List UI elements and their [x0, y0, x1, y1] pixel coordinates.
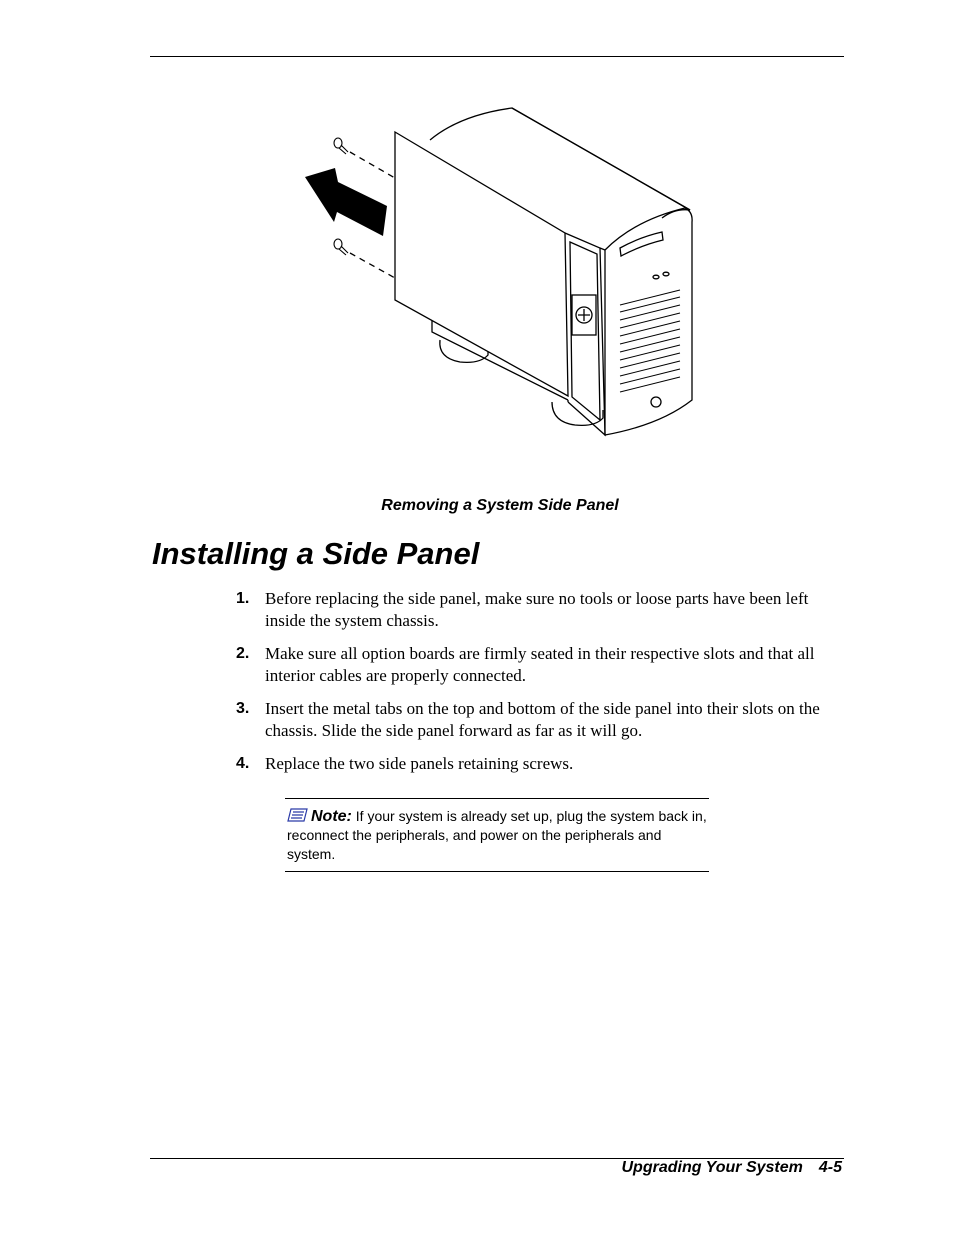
page-footer	[622, 1159, 843, 1177]
footer-chapter: Upgrading Your System	[621, 1159, 803, 1176]
note-box	[285, 798, 709, 872]
step-number: 3.	[236, 700, 250, 717]
step-text: Make sure all option boards are firmly seated in their respective slots and that all interior cables are properly connected.	[265, 644, 815, 685]
step-text: Before replacing the side panel, make sure no tools or loose parts have been left inside the system chassis.	[265, 589, 809, 630]
section-heading: Installing a Side Panel	[152, 536, 480, 571]
page-number: 4-5	[818, 1159, 842, 1176]
step-number: 4.	[236, 755, 250, 772]
note-text: If your system is already set up, plug the system back in, reconnect the peripherals, and power on the peripherals and system.	[287, 808, 707, 862]
step-text: Insert the metal tabs on the top and bottom of the side panel into their slots on the chassis. Slide the side panel forward as far as it will go.	[265, 699, 820, 740]
step-item	[236, 698, 841, 742]
step-item	[236, 588, 841, 632]
step-list	[236, 588, 841, 786]
step-text: Replace the two side panels retaining screws.	[265, 754, 574, 773]
note-pad-icon	[287, 807, 309, 823]
step-number: 2.	[236, 645, 250, 662]
step-item	[236, 753, 841, 775]
step-number: 1.	[236, 590, 250, 607]
side-panel-removal-illustration	[300, 100, 700, 440]
note-label: Note:	[311, 808, 352, 825]
header-rule	[150, 56, 844, 57]
step-item	[236, 643, 841, 687]
figure-caption: Removing a System Side Panel	[381, 497, 619, 514]
